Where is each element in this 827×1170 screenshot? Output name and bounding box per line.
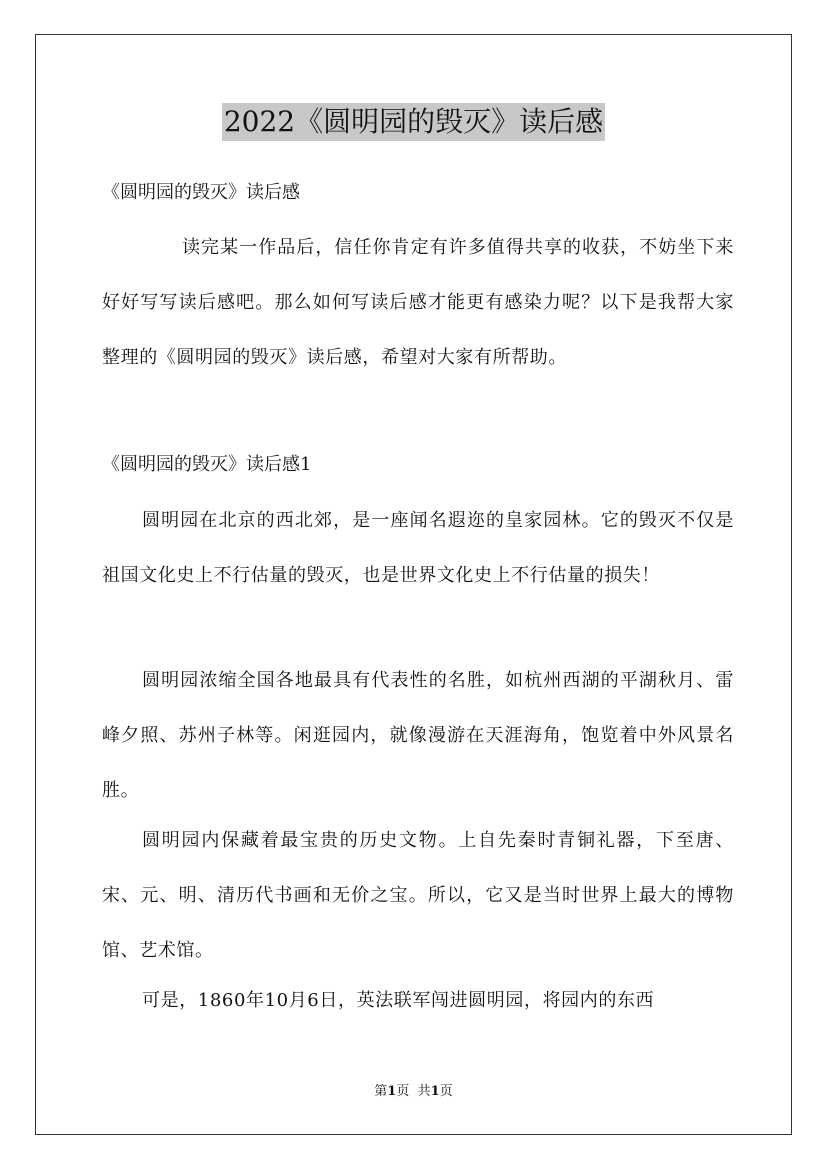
section-heading: 《圆明园的毁灭》读后感1 (102, 454, 312, 475)
body-paragraph-4: 可是，1860年10月6日，英法联军闯进圆明园，将园内的东西 (142, 990, 655, 1011)
title-container (0, 103, 827, 141)
document-title: 2022《圆明园的毁灭》读后感 (222, 103, 605, 141)
document-subtitle: 《圆明园的毁灭》读后感 (102, 182, 300, 203)
page-suffix: 页 (396, 1084, 410, 1099)
total-suffix: 页 (439, 1084, 453, 1099)
body-paragraph-3: 圆明园内保藏着最宝贵的历史文物。上自先秦时青铜礼器，下至唐、宋、元、明、清历代书画和无价之宝。所以，它又是当时世界上最大的博物馆、艺术馆。 (102, 830, 734, 961)
body-paragraph-1: 圆明园在北京的西北郊，是一座闻名遐迩的皇家园林。它的毁灭不仅是祖国文化史上不行估量的毁灭，也是世界文化史上不行估量的损失！ (102, 510, 734, 586)
total-prefix: 共 (417, 1084, 431, 1099)
total-pages: 1 (430, 1084, 440, 1099)
body-paragraph-2: 圆明园浓缩全国各地最具有代表性的名胜，如杭州西湖的平湖秋月、雷峰夕照、苏州子林等。闲逛园内，就像漫游在天涯海角，饱览着中外风景名胜。 (102, 670, 734, 801)
page-footer (0, 1083, 827, 1101)
page-prefix: 第 (374, 1084, 388, 1099)
page-number: 1 (387, 1084, 397, 1099)
intro-paragraph: 读完某一作品后，信任你肯定有许多值得共享的收获，不妨坐下来好好写写读后感吧。那么如何写读后感才能更有感染力呢？以下是我帮大家整理的《圆明园的毁灭》读后感，希望对大家有所帮助。 (102, 237, 734, 368)
